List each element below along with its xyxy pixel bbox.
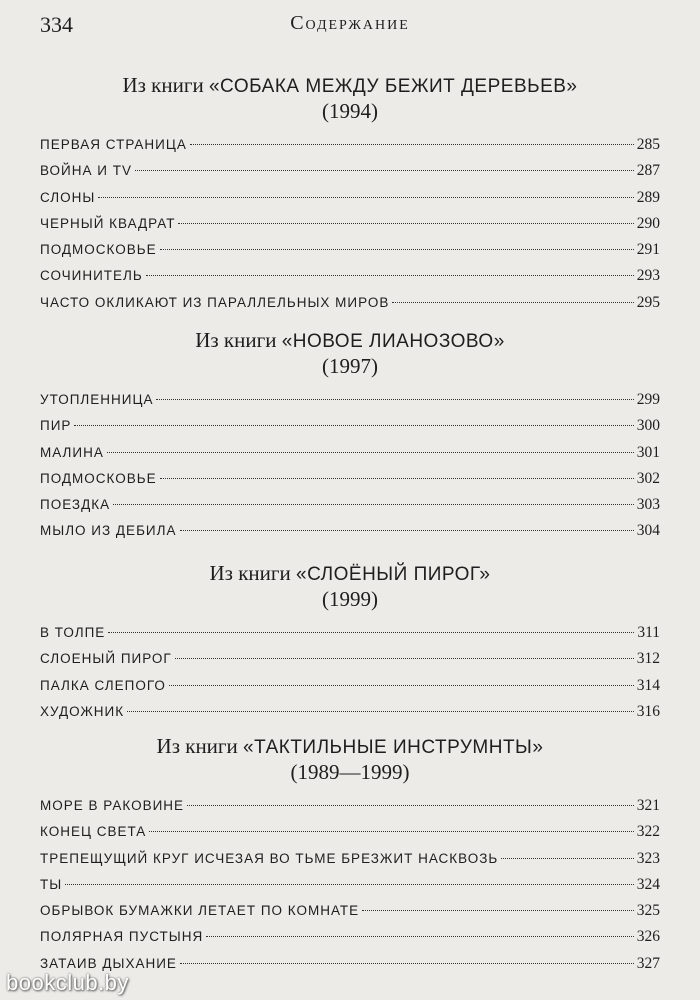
toc-entry: [40, 185, 660, 211]
toc-entry: [40, 413, 660, 439]
toc-entry-title: ПОДМОСКОВЬЕ: [40, 470, 157, 486]
toc-entry-title: ТЫ: [40, 876, 63, 892]
dot-leader: [175, 658, 634, 659]
toc-entry-title: ХУДОЖНИК: [40, 703, 125, 719]
dot-leader: [127, 711, 634, 712]
toc-entry-page: 322: [636, 823, 660, 841]
dot-leader: [65, 884, 634, 885]
toc-entry-title: МЫЛО ИЗ ДЕБИЛА: [40, 523, 177, 539]
section-title: [40, 327, 660, 353]
dot-leader: [178, 223, 633, 224]
toc-entry: [40, 793, 660, 819]
toc-entry-page: 285: [636, 136, 660, 153]
section-year: (1989—1999): [290, 760, 410, 784]
toc-section: [40, 72, 660, 316]
toc-entry: [40, 440, 660, 466]
toc-entry-title: ЧАСТО ОКЛИКАЮТ ИЗ ПАРАЛЛЕЛЬНЫХ МИРОВ: [40, 294, 390, 310]
toc-entry: [40, 211, 660, 237]
toc-entry-page: 325: [636, 902, 660, 920]
toc-entry-page: 323: [636, 849, 660, 867]
toc-entry-title: ПОДМОСКОВЬЕ: [40, 242, 157, 258]
dot-leader: [108, 632, 634, 633]
toc-entry-title: УТОПЛЕННИЦА: [40, 392, 154, 407]
toc-entry-title: ПЕРВАЯ СТРАНИЦА: [40, 137, 187, 152]
dot-leader: [160, 249, 634, 250]
toc-section: [40, 327, 660, 545]
toc-entry-title: ВОЙНА И TV: [40, 163, 132, 179]
toc-entry-page: 324: [636, 875, 660, 893]
toc-entry-page: 312: [636, 650, 660, 668]
toc-entry: [40, 924, 660, 950]
toc-entry-page: 295: [636, 293, 660, 311]
toc-entry-title: СЛОЕНЫЙ ПИРОГ: [40, 651, 172, 667]
section-year: (1997): [322, 354, 378, 378]
dot-leader: [107, 452, 634, 453]
toc-entry-list: [40, 132, 660, 316]
section-book-name: «НОВОЕ ЛИАНОЗОВО»: [281, 331, 505, 352]
toc-entry-page: 287: [636, 162, 660, 180]
section-book-name: «ТАКТИЛЬНЫЕ ИНСТРУМНТЫ»: [243, 737, 544, 758]
toc-section: [40, 560, 660, 725]
dot-leader: [146, 275, 634, 276]
toc-entry-title: КОНЕЦ СВЕТА: [40, 824, 147, 840]
toc-entry: [40, 492, 660, 518]
section-title: [40, 733, 660, 759]
section-title-lead: Из книги: [122, 73, 209, 97]
toc-entry-title: ПОЕЗДКА: [40, 497, 111, 513]
section-title-lead: Из книги: [156, 734, 244, 758]
dot-leader: [180, 963, 634, 964]
toc-section: [40, 733, 660, 977]
section-year: (1999): [322, 587, 378, 611]
toc-entry-page: 291: [636, 241, 660, 259]
dot-leader: [392, 302, 633, 303]
dot-leader: [113, 504, 634, 505]
dot-leader: [135, 170, 634, 171]
running-title: Содержание: [290, 12, 410, 34]
toc-entry-page: 290: [636, 214, 660, 232]
section-title-lead: Из книги: [195, 328, 282, 352]
toc-entry-title: ПИР: [40, 418, 72, 434]
dot-leader: [206, 936, 634, 937]
toc-entry: [40, 951, 660, 977]
toc-entry: [40, 263, 660, 289]
toc-entry: [40, 872, 660, 898]
toc-entry-title: СОЧИНИТЕЛЬ: [40, 268, 143, 284]
toc-entry-page: 304: [636, 522, 660, 540]
toc-entry-list: [40, 793, 660, 977]
dot-leader: [169, 685, 634, 686]
toc-entry-page: 311: [637, 624, 660, 641]
dot-leader: [362, 910, 634, 911]
dot-leader: [190, 144, 634, 145]
dot-leader: [180, 530, 634, 531]
toc-entry: [40, 620, 660, 646]
dot-leader: [156, 399, 633, 400]
toc-entry-list: [40, 620, 660, 725]
toc-entry-title: МАЛИНА: [40, 444, 104, 460]
toc-entry-page: 327: [636, 954, 660, 972]
page-header: [40, 12, 660, 42]
toc-entry: [40, 290, 660, 316]
toc-entry-page: 326: [636, 928, 660, 946]
section-book-name: «СОБАКА МЕЖДУ БЕЖИТ ДЕРЕВЬЕВ»: [208, 76, 578, 97]
toc-entry-page: 302: [636, 469, 660, 487]
toc-entry: [40, 846, 660, 872]
toc-entry: [40, 132, 660, 158]
toc-entry: [40, 898, 660, 924]
toc-entry-page: 303: [636, 496, 660, 514]
toc-entry: [40, 387, 660, 413]
toc-entry-title: В ТОЛПЕ: [40, 625, 106, 640]
toc-entry: [40, 158, 660, 184]
page-number: 334: [40, 12, 73, 37]
dot-leader: [501, 858, 634, 859]
section-year: (1994): [322, 99, 378, 123]
toc-entry-page: 301: [636, 443, 660, 461]
toc-entry-title: ЗАТАИВ ДЫХАНИЕ: [40, 955, 177, 971]
toc-entry-title: ОБРЫВОК БУМАЖКИ ЛЕТАЕТ ПО КОМНАТЕ: [40, 903, 360, 919]
toc-entry-page: 316: [636, 702, 660, 720]
section-title-lead: Из книги: [209, 561, 296, 585]
toc-entry: [40, 466, 660, 492]
toc-entry-page: 321: [636, 797, 660, 814]
toc-entry-title: ТРЕПЕЩУЩИЙ КРУГ ИСЧЕЗАЯ ВО ТЬМЕ БРЕЗЖИТ НАСКВОЗЬ: [40, 850, 499, 866]
dot-leader: [74, 425, 633, 426]
toc-entry: [40, 646, 660, 672]
toc-entry-list: [40, 387, 660, 545]
toc-entry-title: ЧЕРНЫЙ КВАДРАТ: [40, 215, 176, 231]
toc-entry-title: МОРЕ В РАКОВИНЕ: [40, 798, 185, 813]
dot-leader: [98, 197, 633, 198]
toc-entry-title: СЛОНЫ: [40, 189, 96, 205]
toc-entry-page: 293: [636, 267, 660, 285]
section-title: [40, 72, 660, 98]
toc-entry: [40, 237, 660, 263]
dot-leader: [160, 478, 634, 479]
toc-entry-page: 314: [636, 676, 660, 694]
toc-entry: [40, 518, 660, 544]
toc-entry-title: ПОЛЯРНАЯ ПУСТЫНЯ: [40, 929, 204, 945]
toc-entry: [40, 699, 660, 725]
dot-leader: [187, 805, 634, 806]
toc-entry: [40, 673, 660, 699]
toc-entry: [40, 819, 660, 845]
watermark-text: bookclub.by: [6, 970, 129, 995]
section-book-name: «СЛОЁНЫЙ ПИРОГ»: [296, 564, 491, 585]
toc-entry-page: 300: [636, 417, 660, 435]
toc-entry-title: ПАЛКА СЛЕПОГО: [40, 677, 166, 693]
toc-entry-page: 289: [636, 188, 660, 206]
toc-entry-page: 299: [636, 391, 660, 408]
section-title: [40, 560, 660, 586]
dot-leader: [149, 831, 633, 832]
